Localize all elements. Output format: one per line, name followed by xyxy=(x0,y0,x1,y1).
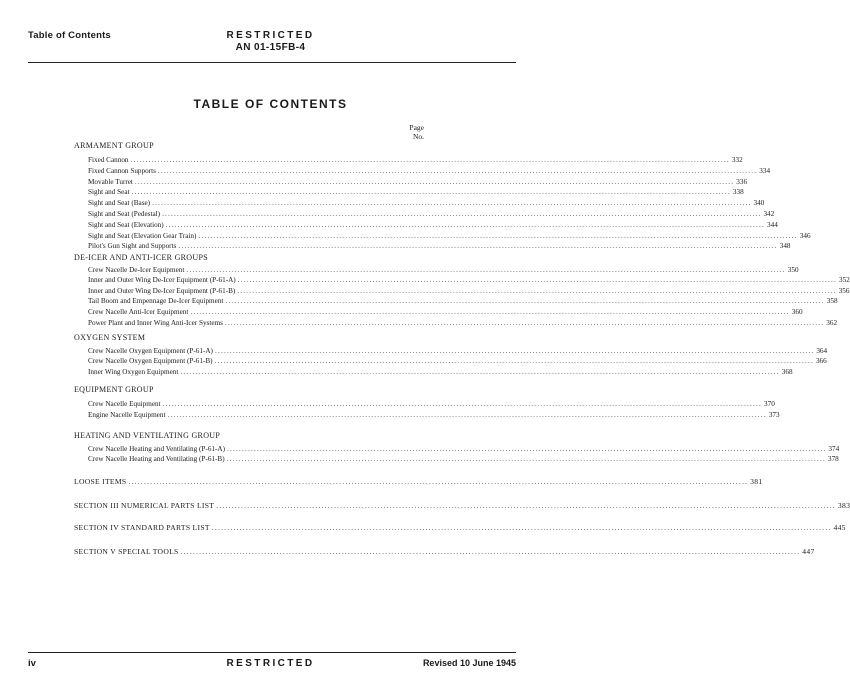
toc-entry[interactable] xyxy=(88,220,778,230)
dot-leader: ........................................................................................................................................................................................................ xyxy=(237,276,838,285)
footer-rule xyxy=(28,652,516,653)
dot-leader: ........................................................................................................................................................................................................ xyxy=(162,399,763,408)
header-rule xyxy=(28,62,516,63)
toc-entry-label: Sight and Seat (Elevation) xyxy=(88,220,164,229)
running-header-center xyxy=(0,30,541,54)
toc-entry-label: Inner and Outer Wing De-Icer Equipment (P-61-B) xyxy=(88,286,236,295)
toc-entry-page: 447 xyxy=(802,546,815,556)
toc-section-loose-items[interactable] xyxy=(74,476,763,486)
group-heading-de-icer: DE-ICER AND ANTI-ICER GROUPS xyxy=(74,253,208,262)
group-heading-oxygen: OXYGEN SYSTEM xyxy=(74,333,146,342)
toc-entry-label: Crew Nacelle Oxygen Equipment (P-61-A) xyxy=(88,346,213,355)
toc-entry-page: 348 xyxy=(779,242,791,251)
toc-entry-page: 383 xyxy=(837,500,850,510)
toc-entry[interactable] xyxy=(88,356,827,366)
group-heading-heating: HEATING AND VENTILATING GROUP xyxy=(74,431,221,440)
dot-leader: ........................................................................................................................................................................................................ xyxy=(214,357,814,366)
dot-leader: ........................................................................................................................................................................................................ xyxy=(165,220,766,229)
toc-entry-label: Movable Turret xyxy=(88,177,133,186)
toc-entry-page: 332 xyxy=(731,156,743,164)
toc-entry-label: Engine Nacelle Equipment xyxy=(88,410,166,419)
toc-entry-page: 378 xyxy=(827,455,839,463)
toc-entry[interactable] xyxy=(88,265,799,275)
toc-entry-label: Crew Nacelle Oxygen Equipment (P-61-B) xyxy=(88,357,213,366)
toc-entry-label: Sight and Seat (Elevation Gear Train) xyxy=(88,231,197,240)
dot-leader: ........................................................................................................................................................................................................ xyxy=(211,522,832,532)
dot-leader: ........................................................................................................................................................................................................ xyxy=(134,177,735,186)
dot-leader: ........................................................................................................................................................................................................ xyxy=(198,231,798,240)
toc-entry[interactable] xyxy=(88,241,791,251)
toc-entry[interactable] xyxy=(88,166,771,176)
footer-page-number: iv xyxy=(28,658,36,669)
toc-entry-label: SECTION IV STANDARD PARTS LIST xyxy=(74,522,210,532)
toc-entry[interactable] xyxy=(88,367,793,377)
page-column-header-line2: No. xyxy=(412,132,424,141)
toc-entry[interactable] xyxy=(88,198,765,208)
toc-section-numerical-parts-list[interactable] xyxy=(74,500,850,510)
dot-leader: ........................................................................................................................................................................................................ xyxy=(214,346,815,355)
toc-entry[interactable] xyxy=(88,286,850,296)
toc-entry-label: Crew Nacelle Anti-Icer Equipment xyxy=(88,307,189,316)
classification-label: RESTRICTED xyxy=(226,30,315,41)
toc-entry-label: Crew Nacelle Equipment xyxy=(88,399,161,408)
dot-leader: ........................................................................................................................................................................................................ xyxy=(227,444,827,453)
toc-entry[interactable] xyxy=(88,231,811,241)
toc-entry-page: 334 xyxy=(759,166,771,175)
toc-entry[interactable] xyxy=(88,296,838,306)
page-column-header-line1: Page xyxy=(409,123,424,132)
toc-entry-page: 381 xyxy=(750,476,763,486)
document-number: AN 01-15FB-4 xyxy=(235,42,306,53)
toc-entry-label: Sight and Seat xyxy=(88,188,130,197)
toc-entry[interactable] xyxy=(88,318,838,328)
toc-entry-label: LOOSE ITEMS xyxy=(74,476,127,486)
group-heading-equipment: EQUIPMENT GROUP xyxy=(74,385,154,394)
toc-entry-label: Sight and Seat (Pedestal) xyxy=(88,210,161,218)
toc-entry-label: Crew Nacelle Heating and Ventilating (P-61-B) xyxy=(88,455,225,463)
dot-leader: ........................................................................................................................................................................................................ xyxy=(128,476,749,486)
dot-leader: ........................................................................................................................................................................................................ xyxy=(180,546,801,556)
toc-entry-page: 350 xyxy=(787,265,799,274)
dot-leader: ........................................................................................................................................................................................................ xyxy=(216,500,836,510)
toc-entry[interactable] xyxy=(88,410,780,420)
toc-entry-label: Crew Nacelle Heating and Ventilating (P-61-A) xyxy=(88,444,225,453)
toc-entry-label: Power Plant and Inner Wing Anti-Icer Systems xyxy=(88,318,223,327)
toc-entry-page: 374 xyxy=(828,444,840,453)
dot-leader: ........................................................................................................................................................................................................ xyxy=(162,210,762,218)
toc-entry[interactable] xyxy=(88,399,775,409)
toc-entry-page: 340 xyxy=(753,199,765,208)
toc-entry[interactable] xyxy=(88,307,803,317)
toc-entry-label: Crew Nacelle De-Icer Equipment xyxy=(88,265,185,274)
footer-classification: RESTRICTED xyxy=(226,658,315,669)
dot-leader: ........................................................................................................................................................................................................ xyxy=(190,307,790,316)
dot-leader: ........................................................................................................................................................................................................ xyxy=(224,318,825,327)
dot-leader: ........................................................................................................................................................................................................ xyxy=(180,368,780,377)
toc-entry[interactable] xyxy=(88,209,775,219)
dot-leader: ........................................................................................................................................................................................................ xyxy=(226,455,826,463)
toc-entry-label: SECTION V SPECIAL TOOLS xyxy=(74,546,179,556)
toc-entry-page: 362 xyxy=(826,318,838,327)
toc-entry-page: 368 xyxy=(781,368,793,377)
toc-entry[interactable] xyxy=(88,187,744,197)
toc-entry-page: 360 xyxy=(791,307,803,316)
toc-section-standard-parts-list[interactable] xyxy=(74,522,846,532)
page-column-header xyxy=(396,123,424,141)
dot-leader: ........................................................................................................................................................................................................ xyxy=(130,156,730,164)
page-title: TABLE OF CONTENTS xyxy=(193,97,348,111)
dot-leader: ........................................................................................................................................................................................................ xyxy=(178,242,778,251)
toc-entry[interactable] xyxy=(88,444,840,454)
toc-entry-label: Inner and Outer Wing De-Icer Equipment (P-61-A) xyxy=(88,276,236,285)
toc-entry-page: 336 xyxy=(736,177,748,186)
toc-entry-label: Inner Wing Oxygen Equipment xyxy=(88,368,179,377)
group-heading-armament: ARMAMENT GROUP xyxy=(74,141,154,150)
toc-entry-label: SECTION III NUMERICAL PARTS LIST xyxy=(74,500,215,510)
toc-entry-page: 366 xyxy=(815,357,827,366)
toc-entry-page: 342 xyxy=(763,210,775,218)
toc-entry-label: Sight and Seat (Base) xyxy=(88,199,151,208)
dot-leader: ........................................................................................................................................................................................................ xyxy=(131,188,731,197)
toc-entry-page: 346 xyxy=(799,231,811,240)
toc-entry[interactable] xyxy=(88,346,828,356)
toc-entry-label: Fixed Cannon xyxy=(88,156,129,164)
toc-entry-page: 352 xyxy=(839,276,850,285)
footer-revision-date: Revised 10 June 1945 xyxy=(422,658,516,668)
running-header-section: Table of Contents xyxy=(28,30,111,41)
toc-entry-page: 338 xyxy=(732,188,744,197)
toc-entry-page: 364 xyxy=(816,346,828,355)
toc-entry[interactable] xyxy=(88,275,850,285)
dot-leader: ........................................................................................................................................................................................................ xyxy=(225,297,825,306)
dot-leader: ........................................................................................................................................................................................................ xyxy=(237,286,837,295)
toc-entry-page: 373 xyxy=(768,410,780,419)
toc-entry-page: 344 xyxy=(767,220,778,229)
toc-entry-page: 358 xyxy=(826,297,838,306)
toc-entry-page: 356 xyxy=(838,286,850,295)
dot-leader: ........................................................................................................................................................................................................ xyxy=(157,166,758,175)
toc-entry-page: 370 xyxy=(764,399,775,408)
dot-leader: ........................................................................................................................................................................................................ xyxy=(186,265,786,274)
toc-entry-label: Tail Boom and Empennage De-Icer Equipment xyxy=(88,297,224,306)
toc-section-special-tools[interactable] xyxy=(74,546,815,556)
toc-entry-page: 445 xyxy=(833,522,846,532)
toc-entry[interactable] xyxy=(88,177,748,187)
toc-entry[interactable] xyxy=(88,454,839,464)
toc-entry-label: Pilot's Gun Sight and Supports xyxy=(88,242,177,251)
toc-entry[interactable] xyxy=(88,155,743,165)
dot-leader: ........................................................................................................................................................................................................ xyxy=(167,410,767,419)
dot-leader: ........................................................................................................................................................................................................ xyxy=(152,199,752,208)
toc-entry-label: Fixed Cannon Supports xyxy=(88,166,156,175)
